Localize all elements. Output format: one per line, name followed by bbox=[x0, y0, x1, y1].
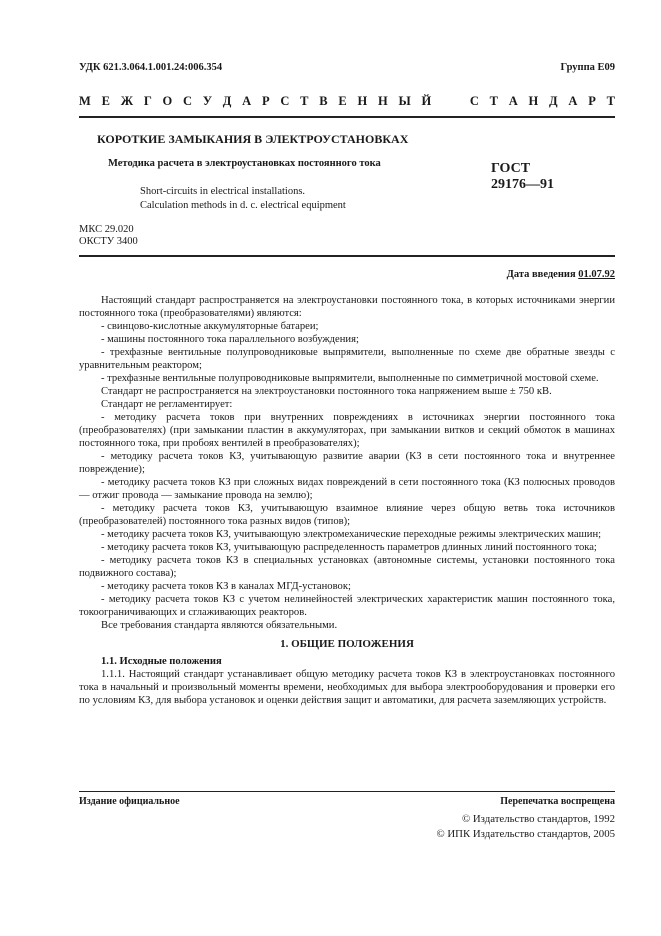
header-rule bbox=[79, 116, 615, 118]
paragraph-not-regulated: Стандарт не регламентирует: bbox=[101, 399, 233, 410]
paragraph-mandatory: Все требования стандарта являются обязательными. bbox=[101, 620, 338, 631]
paragraph-scope: Настоящий стандарт распространяется на электроустановки постоянного тока, в которых источниками энергии постоянного тока (преобразователями) являются: bbox=[79, 295, 615, 319]
date-label: Дата введения bbox=[506, 269, 579, 280]
gost-label: ГОСТ bbox=[491, 161, 531, 176]
banner-letter: Д bbox=[549, 94, 558, 108]
list-item: - методику расчета токов КЗ, учитывающую взаимное влияние через общую ветвь тока источников (преобразователей) постоянного тока разных видов (типов); bbox=[79, 503, 615, 527]
list-item: - методику расчета токов КЗ, учитывающую электромеханические переходные режимы электрических машин; bbox=[101, 529, 602, 540]
banner-letter: Г bbox=[143, 94, 152, 108]
banner-letter: Д bbox=[222, 94, 232, 108]
banner-letter: А bbox=[242, 94, 252, 108]
date-value: 01.07.92 bbox=[578, 269, 615, 280]
title-block-rule bbox=[79, 255, 615, 257]
banner-letter: Й bbox=[421, 94, 432, 108]
banner-letter: Ж bbox=[120, 94, 134, 108]
list-item: - трехфазные вентильные полупроводниковые выпрямители, выполненные по схеме две обратные звезды с уравнительным реактором; bbox=[79, 347, 615, 371]
paragraph-1-1-1: 1.1.1. Настоящий стандарт устанавливает общую методику расчета токов КЗ в электроустановках постоянного тока в начальный и произвольный моменты времени, необходимых для выбора электрооборудования и проверки его по условиям КЗ, для выбора установок и оценки действия защит и автоматики, для расчета заземляющих устройств. bbox=[79, 669, 615, 706]
banner-letter: М bbox=[79, 94, 91, 108]
list-item: - методику расчета токов КЗ в каналах МГД-установок; bbox=[101, 581, 351, 592]
banner-letter: С bbox=[280, 94, 290, 108]
banner-letter: А bbox=[568, 94, 578, 108]
section-heading: 1. ОБЩИЕ ПОЛОЖЕНИЯ bbox=[280, 638, 414, 650]
english-title-line-2: Calculation methods in d. c. electrical equipment bbox=[140, 200, 346, 211]
footer-rule bbox=[79, 791, 615, 792]
list-item: - методику расчета токов КЗ, учитывающую распределенность параметров длинных линий постоянного тока; bbox=[101, 542, 597, 553]
list-item: - машины постоянного тока параллельного возбуждения; bbox=[101, 334, 359, 345]
banner-letter: Р bbox=[588, 94, 596, 108]
mks-code: МКС 29.020 bbox=[79, 224, 134, 235]
banner-letter: С bbox=[183, 94, 193, 108]
banner-letter bbox=[456, 94, 459, 109]
banner-letter: Р bbox=[261, 94, 270, 108]
top-header bbox=[79, 62, 615, 73]
list-item: - трехфазные вентильные полупроводниковые выпрямители, выполненные по симметричной мостовой схеме. bbox=[101, 373, 599, 384]
list-item: - методику расчета токов КЗ с учетом нелинейностей электрических характеристик машин постоянного тока, токоограничивающих и сглаживающих реакторов. bbox=[79, 594, 615, 618]
interstate-standard-banner bbox=[79, 94, 615, 109]
banner-letter: Ы bbox=[398, 94, 411, 108]
banner-letter: О bbox=[162, 94, 173, 108]
list-item: - методику расчета токов КЗ в специальных установках (автономные системы, установки постоянного тока подвижного состава); bbox=[79, 555, 615, 579]
document-subtitle: Методика расчета в электроустановках постоянного тока bbox=[108, 158, 381, 169]
reprint-prohibited: Перепечатка воспрещена bbox=[500, 796, 615, 807]
banner-letter: С bbox=[469, 94, 479, 108]
list-item: - методику расчета токов КЗ, учитывающую развитие аварии (КЗ в сети постоянного тока и внутреннее повреждение); bbox=[79, 451, 615, 475]
banner-letter: Т bbox=[489, 94, 498, 108]
copyright-2005: © ИПК Издательство стандартов, 2005 bbox=[436, 828, 615, 840]
banner-letter: Н bbox=[357, 94, 368, 108]
english-title-line-1: Short-circuits in electrical installations. bbox=[140, 186, 306, 197]
banner-letter: В bbox=[319, 94, 328, 108]
banner-letter: Н bbox=[528, 94, 539, 108]
official-edition: Издание официальное bbox=[79, 796, 180, 807]
group-code: Группа Е09 bbox=[560, 62, 615, 73]
banner-letter: А bbox=[508, 94, 518, 108]
paragraph-exclusion: Стандарт не распространяется на электроустановки постоянного тока напряжением выше ± 750 кВ. bbox=[101, 386, 552, 397]
banner-letter: Т bbox=[606, 94, 615, 108]
subsection-heading: 1.1. Исходные положения bbox=[101, 656, 222, 667]
udk-code: УДК 621.3.064.1.001.24:006.354 bbox=[79, 62, 223, 73]
introduction-date bbox=[507, 269, 615, 280]
banner-letter: Е bbox=[338, 94, 347, 108]
banner-letter: Е bbox=[101, 94, 110, 108]
banner-letter: Т bbox=[300, 94, 309, 108]
footer bbox=[79, 796, 615, 807]
okstu-code: ОКСТУ 3400 bbox=[79, 236, 138, 247]
document-body bbox=[79, 294, 615, 707]
banner-letter bbox=[442, 94, 445, 109]
copyright-1992: © Издательство стандартов, 1992 bbox=[461, 813, 615, 825]
banner-letter: У bbox=[202, 94, 213, 108]
list-item: - методику расчета токов при внутренних повреждениях в источниках энергии постоянного тока (преобразователях) (при замыкании пластин в аккумуляторах, при замыкании витков и секций обмоток в машинах постоянного тока, при пробоях вентилей в преобразователях); bbox=[79, 412, 615, 449]
list-item: - методику расчета токов КЗ при сложных видах повреждений в сети постоянного тока (КЗ полюсных проводов — отжиг провода — замыкание провода на землю); bbox=[79, 477, 615, 501]
list-item: - свинцово-кислотные аккумуляторные батареи; bbox=[101, 321, 319, 332]
gost-number: 29176—91 bbox=[491, 177, 554, 192]
banner-letter: Н bbox=[378, 94, 388, 108]
document-title: КОРОТКИЕ ЗАМЫКАНИЯ В ЭЛЕКТРОУСТАНОВКАХ bbox=[97, 132, 409, 146]
